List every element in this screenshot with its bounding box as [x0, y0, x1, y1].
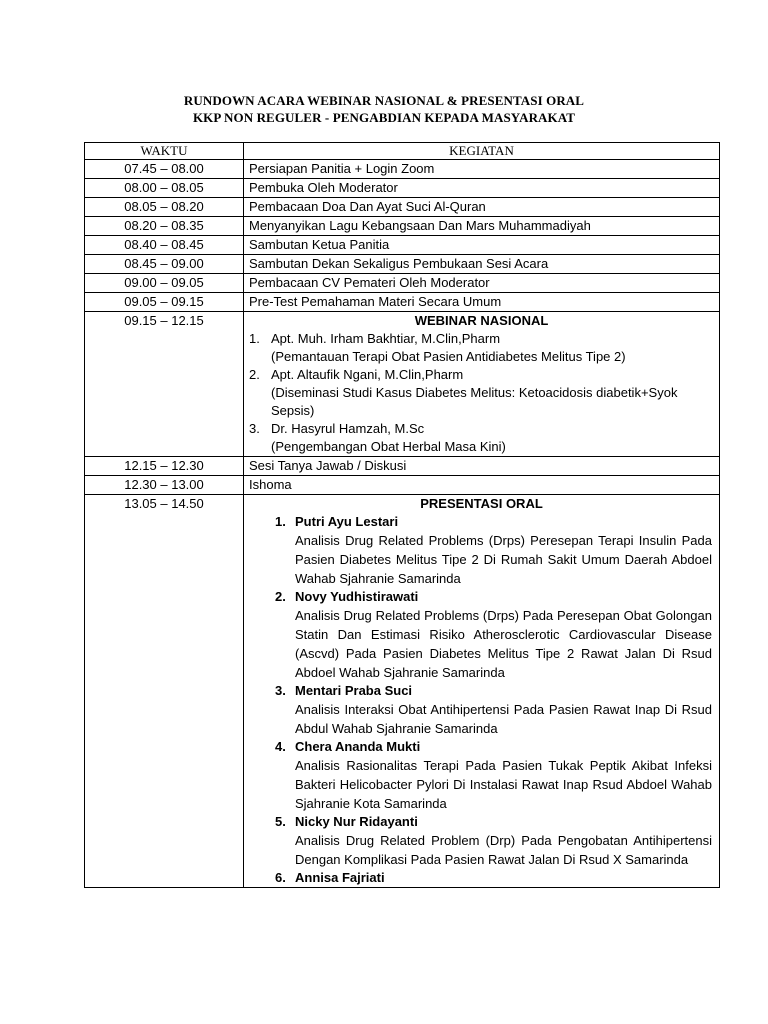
speaker-number: 3.: [249, 421, 260, 436]
table-row: [85, 198, 720, 217]
presenter-item: [249, 869, 714, 887]
time-cell: 08.40 – 08.45: [85, 236, 244, 255]
speaker-name: Apt. Altaufik Ngani, M.Clin,Pharm: [271, 367, 464, 382]
presenter-number: 5.: [275, 814, 286, 829]
presenter-item: [249, 588, 714, 682]
time-cell: 08.45 – 09.00: [85, 255, 244, 274]
time-cell: 09.15 – 12.15: [85, 312, 244, 457]
column-header-time: WAKTU: [85, 143, 244, 160]
time-cell: 12.30 – 13.00: [85, 476, 244, 495]
speaker-item: [249, 420, 714, 456]
webinar-cell: [244, 312, 720, 457]
time-cell: 08.00 – 08.05: [85, 179, 244, 198]
presentation-title: Analisis Drug Related Problems (Drps) Peresepan Terapi Insulin Pada Pasien Diabetes Melitus Tipe 2 Di Rumah Sakit Umum Daerah Abdoel Wahab Sjahranie Samarinda: [295, 533, 712, 586]
presentation-title: Analisis Interaksi Obat Antihipertensi Pada Pasien Rawat Inap Di Rsud Abdul Wahab Sjahranie Samarinda: [295, 702, 712, 736]
activity-cell: Pembuka Oleh Moderator: [244, 179, 720, 198]
activity-cell: Sambutan Dekan Sekaligus Pembukaan Sesi Acara: [244, 255, 720, 274]
time-cell: 08.05 – 08.20: [85, 198, 244, 217]
presenter-number: 1.: [275, 514, 286, 529]
table-row: [85, 457, 720, 476]
presenter-name: Nicky Nur Ridayanti: [295, 814, 418, 829]
presenter-item: [249, 513, 714, 588]
time-cell: 12.15 – 12.30: [85, 457, 244, 476]
time-cell: 07.45 – 08.00: [85, 160, 244, 179]
speaker-number: 2.: [249, 367, 260, 382]
speaker-topic: (Pengembangan Obat Herbal Masa Kini): [271, 439, 506, 454]
webinar-heading: WEBINAR NASIONAL: [414, 313, 549, 328]
speaker-topic: (Pemantauan Terapi Obat Pasien Antidiabetes Melitus Tipe 2): [271, 349, 626, 364]
activity-cell: Ishoma: [244, 476, 720, 495]
time-cell: 09.00 – 09.05: [85, 274, 244, 293]
table-row: [85, 274, 720, 293]
document-title: RUNDOWN ACARA WEBINAR NASIONAL & PRESENTASI ORAL: [183, 93, 585, 108]
speaker-topic: (Diseminasi Studi Kasus Diabetes Melitus: Ketoacidosis diabetik+Syok Sepsis): [271, 385, 678, 418]
activity-cell: Persiapan Panitia + Login Zoom: [244, 160, 720, 179]
presenter-number: 4.: [275, 739, 286, 754]
presentation-title: Analisis Drug Related Problems (Drps) Pada Peresepan Obat Golongan Statin Dan Estimasi Risiko Atherosclerotic Cardiovascular Disease (Ascvd) Pada Pasien Diabetes Melitus Tipe 2 Rawat Jalan Di Rsud Abdoel Wahab Sjahranie Samarinda: [295, 608, 712, 680]
presenter-item: [249, 682, 714, 738]
presenter-name: Novy Yudhistirawati: [295, 589, 419, 604]
speaker-item: [249, 366, 714, 420]
presenter-item: [249, 738, 714, 813]
rundown-table: [84, 142, 720, 888]
presenter-number: 3.: [275, 683, 286, 698]
activity-cell: Sesi Tanya Jawab / Diskusi: [244, 457, 720, 476]
activity-cell: Sambutan Ketua Panitia: [244, 236, 720, 255]
speaker-item: [249, 330, 714, 366]
presentation-title: Analisis Drug Related Problem (Drp) Pada Pengobatan Antihipertensi Dengan Komplikasi Pada Pasien Rawat Jalan Di Rsud X Samarinda: [295, 833, 712, 867]
activity-cell: Pembacaan CV Pemateri Oleh Moderator: [244, 274, 720, 293]
presenter-name: Annisa Fajriati: [295, 870, 385, 885]
table-row: [85, 476, 720, 495]
presenter-item: [249, 813, 714, 869]
presenter-number: 2.: [275, 589, 286, 604]
webinar-row: [85, 312, 720, 457]
table-row: [85, 217, 720, 236]
table-row: [85, 293, 720, 312]
presenter-number: 6.: [275, 870, 286, 885]
activity-cell: Pre-Test Pemahaman Materi Secara Umum: [244, 293, 720, 312]
column-header-activity: KEGIATAN: [244, 143, 720, 160]
table-row: [85, 255, 720, 274]
presentation-title: Analisis Rasionalitas Terapi Pada Pasien Tukak Peptik Akibat Infeksi Bakteri Helicobacter Pylori Di Instalasi Rawat Inap Rsud Abdoel Wahab Sjahranie Kota Samarinda: [295, 758, 712, 811]
presenter-name: Putri Ayu Lestari: [295, 514, 399, 529]
speaker-name: Apt. Muh. Irham Bakhtiar, M.Clin,Pharm: [271, 331, 501, 346]
time-cell: 13.05 – 14.50: [85, 495, 244, 888]
speaker-name: Dr. Hasyrul Hamzah, M.Sc: [271, 421, 425, 436]
oral-presentation-cell: [244, 495, 720, 888]
table-row: [85, 179, 720, 198]
oral-heading: PRESENTASI ORAL: [420, 496, 543, 511]
time-cell: 09.05 – 09.15: [85, 293, 244, 312]
table-row: [85, 236, 720, 255]
activity-cell: Pembacaan Doa Dan Ayat Suci Al-Quran: [244, 198, 720, 217]
speaker-number: 1.: [249, 331, 260, 346]
activity-cell: Menyanyikan Lagu Kebangsaan Dan Mars Muhammadiyah: [244, 217, 720, 236]
table-header-row: [85, 143, 720, 160]
presenter-name: Mentari Praba Suci: [295, 683, 413, 698]
table-row: [85, 160, 720, 179]
document-subtitle: KKP NON REGULER - PENGABDIAN KEPADA MASYARAKAT: [192, 110, 576, 125]
oral-presentation-row: [85, 495, 720, 888]
presenter-name: Chera Ananda Mukti: [295, 739, 421, 754]
time-cell: 08.20 – 08.35: [85, 217, 244, 236]
